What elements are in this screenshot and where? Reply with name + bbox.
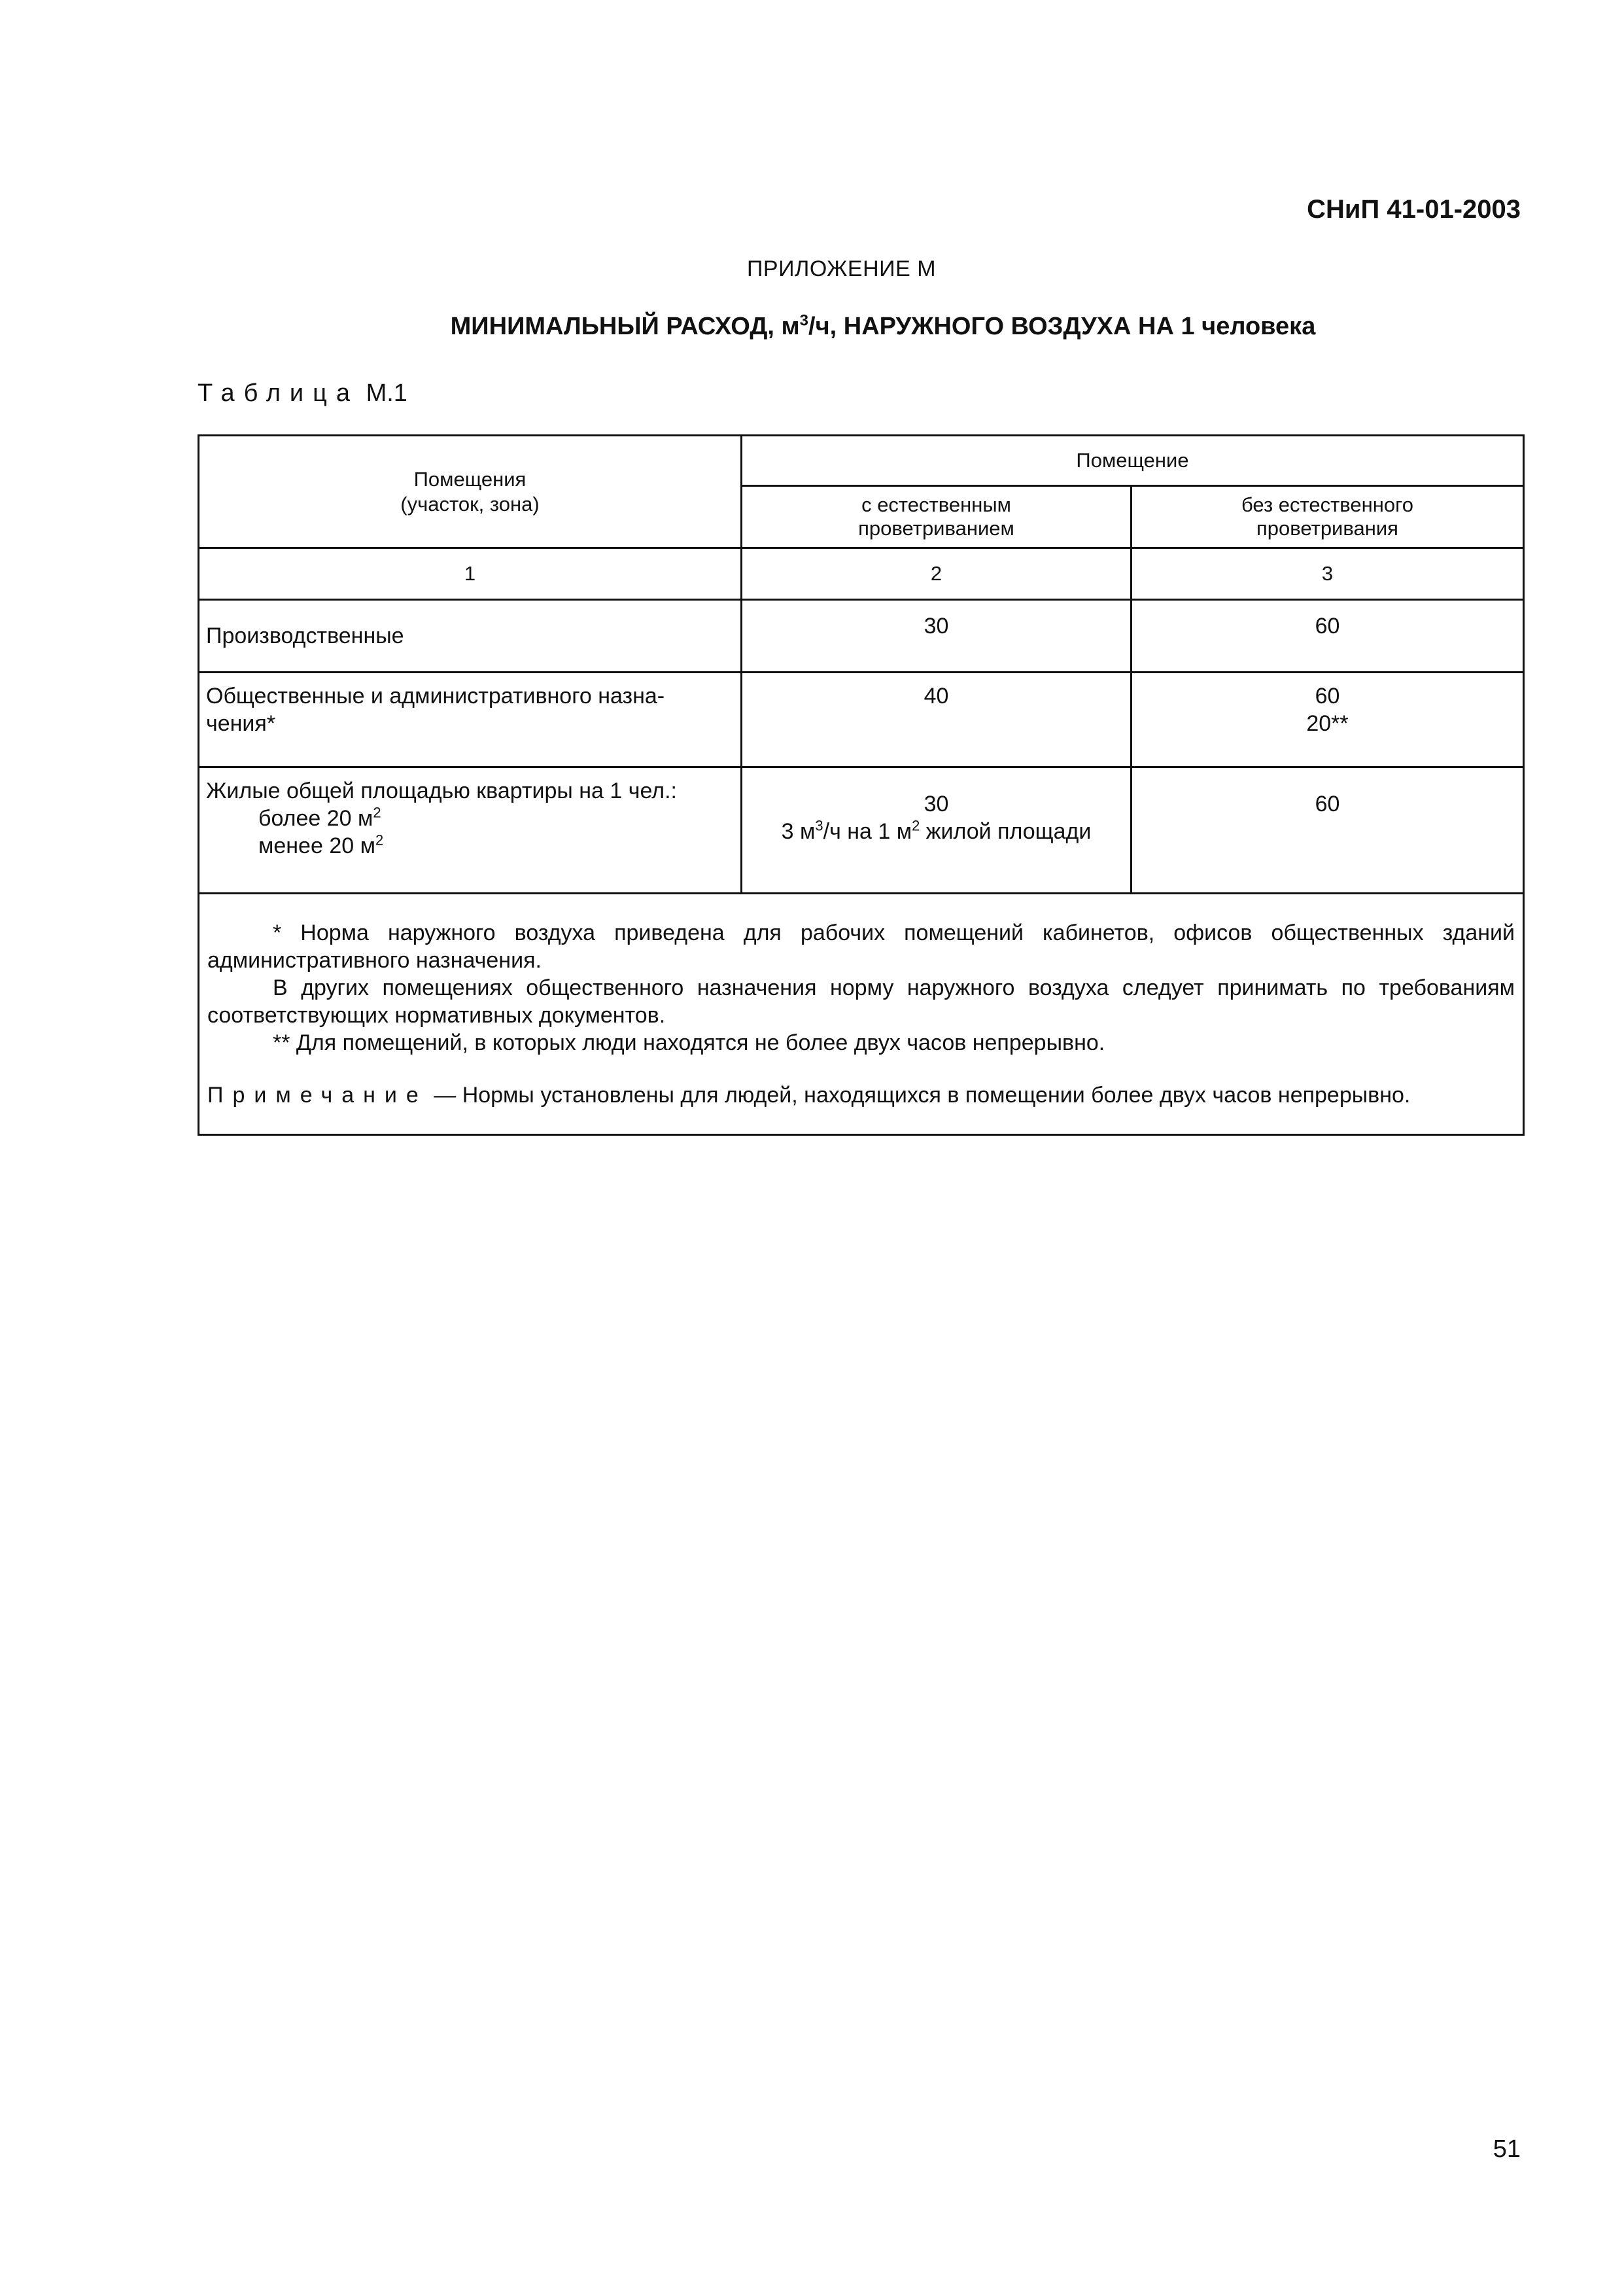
footnote-2: ** Для помещений, в которых люди находятся не более двух часов непрерывно. — [273, 1030, 1105, 1055]
header-no-natural-ventilation — [1132, 486, 1524, 548]
header-rooms-line2: (участок, зона) — [400, 492, 540, 516]
row-value: 30 — [742, 600, 1132, 673]
notes-row — [199, 894, 1524, 1135]
row-label-line — [206, 805, 734, 832]
header-natural-line2: проветриванием — [858, 517, 1014, 540]
row-value-line: 20** — [1306, 711, 1349, 736]
main-title — [196, 313, 1570, 341]
header-rooms-line1: Помещения — [413, 467, 527, 491]
document-code: СНиП 41-01-2003 — [1307, 195, 1521, 224]
row-value-text: /ч на 1 м — [823, 819, 912, 844]
title-superscript: 3 — [799, 311, 809, 330]
row-value — [742, 767, 1132, 894]
title-part-2: /ч, НАРУЖНОГО ВОЗДУХА НА 1 человека — [808, 313, 1316, 340]
row-value-sup: 2 — [912, 817, 920, 834]
row-label — [199, 767, 742, 894]
note — [207, 1081, 1515, 1109]
header-no-natural-line2: проветривания — [1256, 517, 1398, 540]
column-number: 1 — [199, 548, 742, 600]
row-label — [199, 673, 742, 767]
note-word: Примечание — [207, 1083, 428, 1108]
row-label: Производственные — [199, 600, 742, 673]
row-value-line: 60 — [1315, 684, 1340, 709]
header-natural-ventilation — [742, 486, 1132, 548]
row-value-line — [742, 818, 1130, 845]
row-value-line: 30 — [924, 792, 949, 816]
table-caption-word: Таблица — [198, 379, 359, 407]
row-label-line: чения* — [206, 711, 276, 736]
column-number: 2 — [742, 548, 1132, 600]
note-text: — Нормы установлены для людей, находящихся в помещении более двух часов непрерывно. — [427, 1083, 1411, 1108]
page-number: 51 — [1493, 2135, 1521, 2163]
table-row — [199, 767, 1524, 894]
row-label-text: более 20 м — [258, 806, 373, 831]
row-value: 40 — [742, 673, 1132, 767]
header-room-group: Помещение — [742, 436, 1524, 486]
table-row — [199, 673, 1524, 767]
row-value: 60 — [1132, 767, 1524, 894]
appendix-label: ПРИЛОЖЕНИЕ М — [746, 256, 937, 281]
table-caption-number: М.1 — [366, 379, 407, 407]
row-value: 60 — [1132, 600, 1524, 673]
column-number: 3 — [1132, 548, 1524, 600]
row-value-text: 3 м — [781, 819, 816, 844]
row-label-line — [206, 832, 734, 860]
table-caption — [198, 379, 407, 408]
ventilation-table — [198, 434, 1525, 1136]
footnote-1-continued: В других помещениях общественного назначения норму наружного воздуха следует принимать по требованиям соответствующих нормативных документов. — [207, 975, 1515, 1028]
row-label-line: Жилые общей площадью квартиры на 1 чел.: — [206, 779, 677, 803]
row-label-text: менее 20 м — [258, 833, 375, 858]
row-label-sup: 2 — [375, 832, 384, 849]
row-value — [1132, 673, 1524, 767]
column-numbers-row — [199, 548, 1524, 600]
row-label-sup: 2 — [373, 804, 381, 821]
row-label-line: Общественные и административного назна- — [206, 684, 665, 709]
table-row — [199, 600, 1524, 673]
row-value-sup: 3 — [815, 817, 823, 834]
row-value-text: жилой площади — [920, 819, 1092, 844]
header-natural-line1: с естественным — [861, 493, 1011, 516]
header-rooms — [199, 436, 742, 548]
notes-cell — [199, 894, 1524, 1135]
title-part-1: МИНИМАЛЬНЫЙ РАСХОД, м — [450, 313, 800, 340]
footnote-1: * Норма наружного воздуха приведена для рабочих помещений кабинетов, офисов общественных зданий административного назначения. — [207, 920, 1515, 973]
header-no-natural-line1: без естественного — [1241, 493, 1414, 516]
